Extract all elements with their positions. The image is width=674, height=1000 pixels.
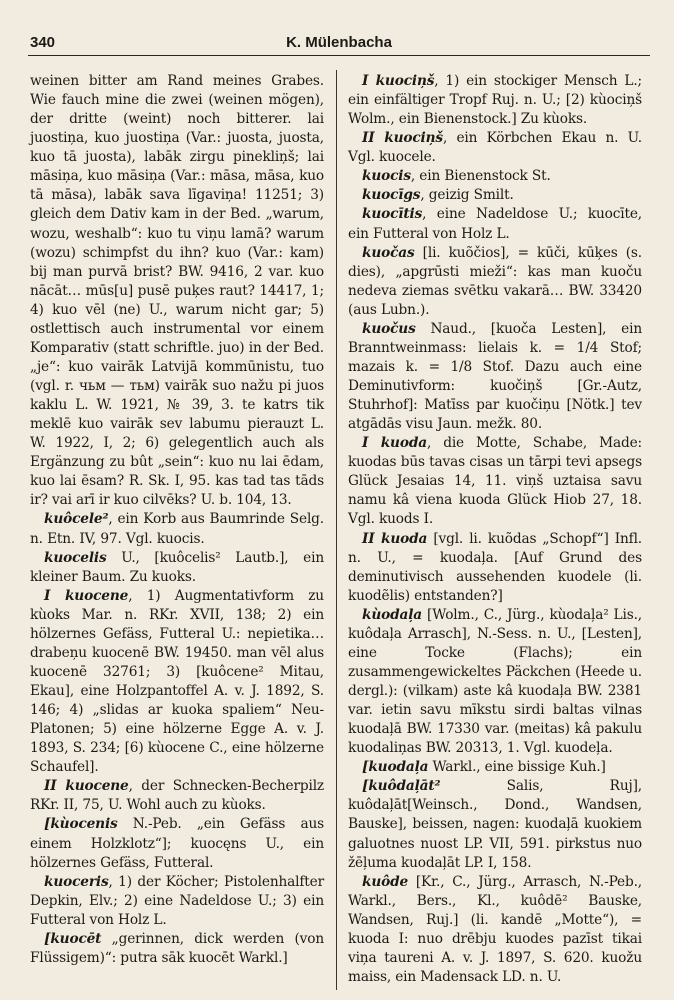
headword: II kuociņš (362, 130, 443, 147)
dictionary-entry: kuôde [Kr., C., Jürg., Arrasch, N.-Peb., Warkl., Bers., Kl., kuôdē² Bauske, Wandsen, Ruj.] (li. kandē „Motte“), = kuoda I: nuo drēbju kuodes pazīst tikai viņa taureni A. v. J. 1897, S. 620. kuožu maiss, ein Madensack LD. n. U. (348, 873, 642, 985)
headword: kuočas (362, 244, 415, 261)
running-head: K. Mülenbacha (286, 34, 392, 51)
headword: kuôde (362, 873, 409, 890)
page-header (28, 27, 650, 56)
headword: I kuociņš (362, 73, 435, 89)
headword: kuočus (362, 320, 416, 337)
dictionary-entry: kuocelis U., [kuôcelis² Lautb.], ein kleiner Baum. Zu kuoks. (30, 549, 324, 585)
page-number: 340 (30, 34, 56, 51)
headword: kuocīgs (362, 187, 421, 204)
dictionary-entry: [kuôdaļāt² Salis, Ruj], kuôdaļāt[Weinsch., Dond., Wandsen, Bauske], beissen, nagen: kuodaļā kuokiem galuotnes nuost LP. VII, 591. pirkstus nuo žēļuma kuodaļāt LP. I, 158. (348, 778, 642, 871)
dictionary-entry: kuoceris, 1) der Köcher; Pistolenhalfter Depkin, Elv.; 2) eine Nadeldose U.; 3) ein Futteral von Holz L. (30, 873, 324, 928)
headword: [kuodaļa (362, 759, 429, 776)
right-column (348, 72, 642, 987)
dictionary-entry: I kuoda, die Motte, Schabe, Made: kuodas būs tavas cisas un tārpi tevi apsegs Glück Jesaias 14, 11. viņš uztaisa savu namu kâ viena kuoda Glück Hiob 27, 18. Vgl. kuods I. (348, 435, 643, 528)
headword: [kuocēt (44, 930, 102, 947)
dictionary-entry: kùodaļa [Wolm., C., Jürg., kùodaļa² Lis., kuôdaļa Arrasch], N.-Sess. n. U., [Lesten], eine Tocke (Flachs); ein zusammengewickeltes Päckchen (Heede u. dergl.): (vilkam) aste kâ kuodaļa BW. 2381 var. ietin savu mīkstu sirdi baltas vilnas kuodaļā BW. 17330 var. (meitas) kâ pakulu kuodaliņas BW. 20313, 1. Vgl. kuodeļa. (348, 606, 642, 757)
column-divider (336, 70, 337, 990)
headword: I kuoda (362, 435, 427, 452)
dictionary-entry: I kuociņš, 1) ein stockiger Mensch L.; ein einfältiger Tropf Ruj. n. U.; [2) kùociņš Wolm., ein Bienenstock.] Zu kùoks. (348, 73, 642, 128)
dictionary-entry: [kùocenis N.-Peb. „ein Gefäss aus einem Holzklotz“]; kuocęns U., ein hölzernes Gefäss, Futteral. (30, 816, 324, 871)
headword: kuocītis (362, 206, 423, 223)
headword: kuôcele² (44, 511, 109, 528)
headword: kùodaļa (362, 606, 423, 623)
headword: kuocelis (44, 549, 107, 566)
dictionary-entry: [kuodaļa Warkl., eine bissige Kuh.] (362, 759, 606, 776)
dictionary-entry: II kuoda [vgl. li. kuõdas „Schopf“] Infl. n. U., = kuodaļa. [Auf Grund des deminutivisch aussehenden kuodele (li. kuodẽlis) entstanden?] (348, 530, 642, 604)
headword: I kuocene (44, 587, 129, 604)
dictionary-entry: [kuocēt „gerinnen, dick werden (von Flüssigem)“: putra sāk kuocēt Warkl.] (30, 930, 324, 966)
dictionary-entry: kuocīgs, geizig Smilt. (362, 187, 514, 204)
dictionary-entry: kuocītis, eine Nadeldose U.; kuocīte, ein Futteral von Holz L. (348, 206, 642, 242)
dictionary-entry: I kuocene, 1) Augmentativform zu kùoks Mar. n. RKr. XVII, 138; 2) ein hölzernes Gefäss, Futteral U.: nepietika… drabeņu kuocenē BW. 19450. man vēl alus kuocenē 32761; 3) [kuôcene² Mitau, Ekau], eine Holzpantoffel A. v. J. 1892, S. 146; 4) „slidas ar kuoka spaliem“ Neu-Platonen; 5) eine hölzerne Egge A. v. J. 1893, S. 234; [6) kùocene C., eine hölzerne Schaufel]. (30, 587, 324, 776)
headword: kuocis (362, 168, 411, 185)
headword: [kùocenis (44, 816, 118, 833)
left-column (30, 72, 324, 968)
headword: [kuôdaļāt² (362, 778, 441, 795)
dictionary-entry: II kuociņš, ein Körbchen Ekau n. U. Vgl. kuocele. (348, 130, 642, 166)
dictionary-entry: kuočus Naud., [kuoča Lesten], ein Branntweinmass: lielais k. = 1/4 Stof; mazais k. = 1/8 Stof. Dazu auch eine Deminutivform: kuočiņš [Gr.-Autz, Stuhrhof]: Matīss par kuočiņu [Nötk.] tev atgādās visu Jaun. mežk. 80. (348, 320, 642, 433)
dictionary-entry: II kuocene, der Schnecken-Becherpilz RKr. II, 75, U. Wohl auch zu kùoks. (30, 778, 324, 814)
headword: kuoceris (44, 873, 109, 890)
headword: II kuoda (362, 530, 428, 547)
dictionary-entry-continuation: weinen bitter am Rand meines Grabes. Wie fauch mine die zwei (weinen mögen), der dritte (weint) noch bitterer. lai juostiņa, kuo juostiņa (Var.: juosta, juosta, kuo tā juosta), labāk zirgu pinekliņš; lai māsiņa, kuo māsiņa (Var.: māsa, māsa, kuo tā māsa), labāk sava līgaviņa! 11251; 3) gleich dem Dativ kam in der Bed. „warum, wozu, weshalb“: kuo tu viņu lamā? warum (wozu) schimpfst du ihn? kuo (Var.: kam) bij man purvā brist? BW. 9416, 2 var. kuo nācāt… mūs[u] pusē puķes raut? 14417, 1; 4) kuo vēl (ne) U., warum nicht gar; 5) ostlettisch auch instrumental vor einem Komparativ (statt schriftle. juo) in der Bed. „je“: kuo vairāk Latvijā kommūnistu, tuo (vgl. r. чьм — тьм) vairāk suo nažu pi juos kaklu L. W. 1921, № 39, 3. te katrs tik meklē kuo vairāk sev labumu pierauzt L. W. 1922, I, 2; 6) gelegentlich auch als Ergänzung zu bût „sein“: kuo nu lai ēdam, kuo lai ēsam? R. Sk. I, 95. kas tad tas tāds ir? vai arī ir kuo cilvēks? U. b. 104, 13. (30, 73, 324, 509)
headword: II kuocene (44, 778, 129, 795)
dictionary-entry: kuôcele², ein Korb aus Baumrinde Selg. n. Etn. IV, 97. Vgl. kuocis. (30, 511, 324, 547)
dictionary-entry: kuocis, ein Bienenstock St. (362, 168, 551, 185)
dictionary-entry: kuočas [li. kuõčios], = kūči, kūķes (s. dies), „apgrūsti mieži“: kas man kuoču nedeva ziemas svētku vakarā… BW. 33420 (aus Lubn.). (348, 244, 642, 318)
